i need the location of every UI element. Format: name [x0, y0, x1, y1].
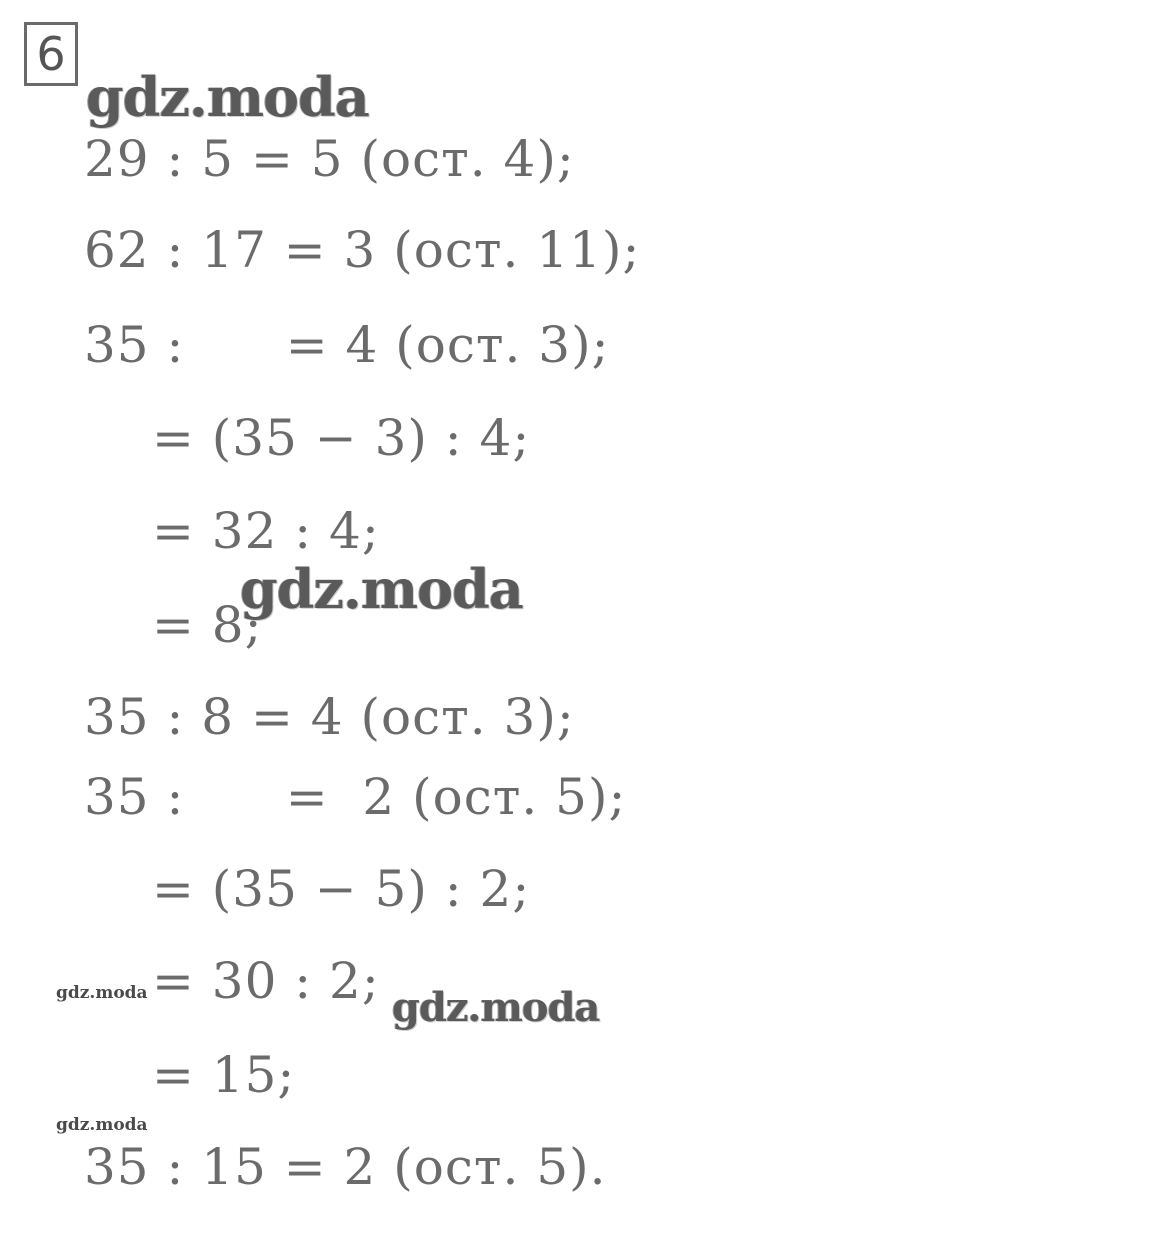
- watermark-top: gdz.moda: [86, 65, 369, 129]
- equation-line-4: = (35 − 3) : 4;: [152, 409, 531, 467]
- equation-line-7: 35 : 8 = 4 (ост. 3);: [84, 688, 575, 746]
- equation-line-8: 35 : = 2 (ост. 5);: [84, 768, 627, 826]
- equation-line-6: = 8;: [152, 596, 263, 654]
- watermark-small-1: gdz.moda: [56, 983, 148, 1003]
- watermark-lower: gdz.moda: [392, 984, 600, 1031]
- equation-line-5: = 32 : 4;: [152, 502, 380, 560]
- task-number-box: [24, 22, 78, 86]
- equation-line-11: = 15;: [152, 1046, 296, 1104]
- equation-line-10: = 30 : 2;: [152, 952, 380, 1010]
- task-number: 6: [36, 27, 66, 81]
- equation-line-1: 29 : 5 = 5 (ост. 4);: [84, 130, 575, 188]
- watermark-middle: gdz.moda: [240, 557, 523, 621]
- equation-line-3: 35 : = 4 (ост. 3);: [84, 316, 610, 374]
- equation-line-2: 62 : 17 = 3 (ост. 11);: [84, 221, 641, 279]
- equation-line-9: = (35 − 5) : 2;: [152, 860, 531, 918]
- equation-line-12: 35 : 15 = 2 (ост. 5).: [84, 1138, 607, 1196]
- watermark-small-2: gdz.moda: [56, 1115, 148, 1135]
